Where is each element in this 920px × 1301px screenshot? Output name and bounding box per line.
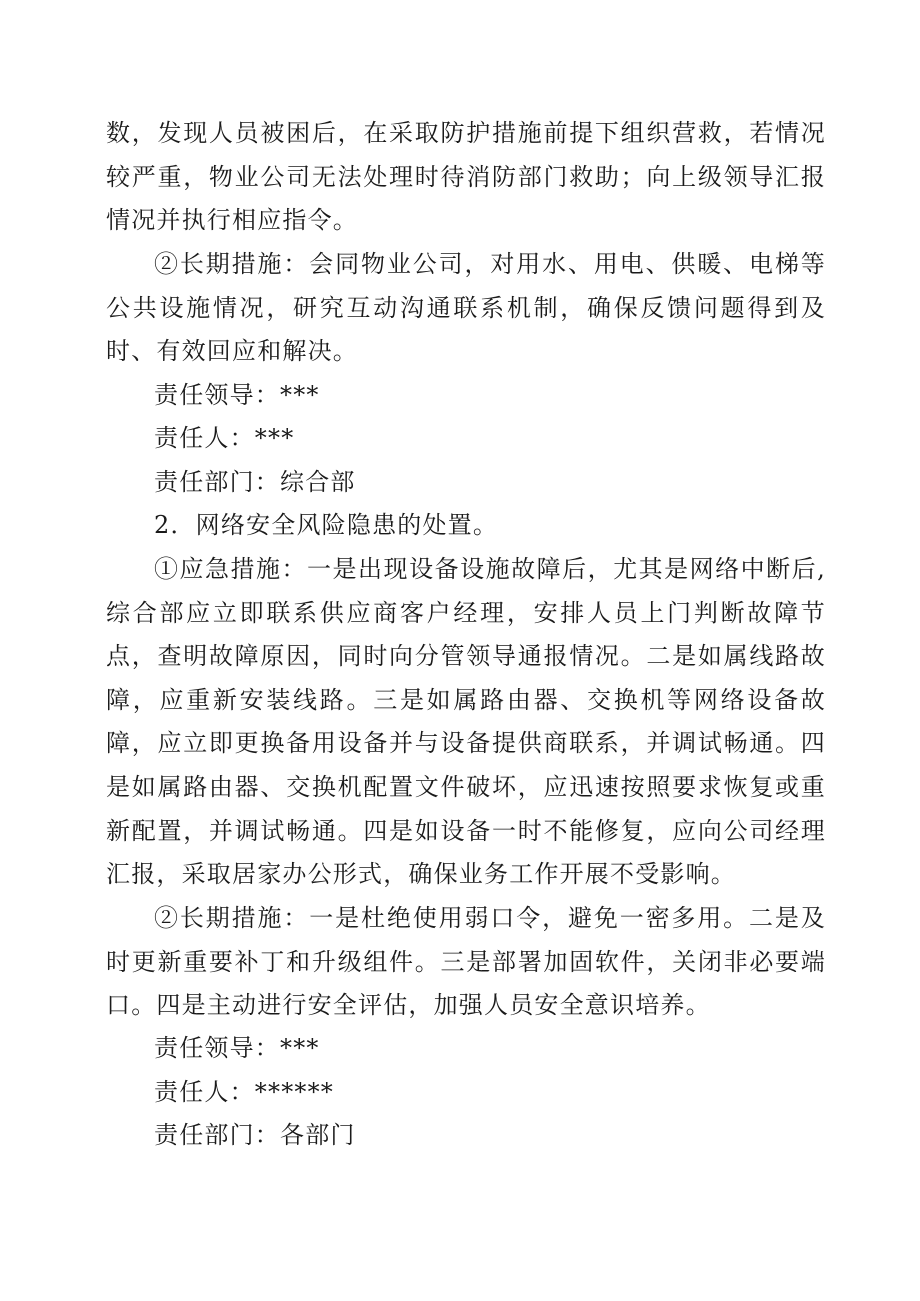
paragraph-rescue-continuation: 数，发现人员被困后，在采取防护措施前提下组织营救，若情况较严重，物业公司无法处理时待消防部门救助；向上级领导汇报情况并执行相应指令。	[106, 119, 826, 235]
paragraph-emergency-measures: ①应急措施：一是出现设备设施故障后，尤其是网络中断后,综合部应立即联系供应商客户经理，安排人员上门判断故障节点，查明故障原因，同时向分管领导通报情况。二是如属线路故障，应重新安装线路。三是如属路由器、交换机等网络设备故障，应立即更换备用设备并与设备提供商联系，并调试畅通。四是如属路由器、交换机配置文件破坏，应迅速按照要求恢复或重新配置，并调试畅通。四是如设备一时不能修复，应向公司经理汇报，采取居家办公形式，确保业务工作开展不受影响。	[106, 555, 826, 889]
responsible-leader-1: 责任领导：***	[154, 381, 320, 409]
responsible-leader-2: 责任领导：***	[154, 1034, 320, 1062]
responsible-department-2: 责任部门：各部门	[154, 1121, 356, 1149]
responsible-person-1: 责任人：***	[154, 424, 295, 452]
paragraph-long-term-measures-network: ②长期措施：一是杜绝使用弱口令，避免一密多用。二是及时更新重要补丁和升级组件。三是部署加固软件，关闭非必要端口。四是主动进行安全评估，加强人员安全意识培养。	[106, 904, 826, 1020]
responsible-person-2: 责任人：******	[154, 1078, 334, 1106]
paragraph-long-term-measures-property: ②长期措施：会同物业公司，对用水、用电、供暖、电梯等公共设施情况，研究互动沟通联系机制，确保反馈问题得到及时、有效回应和解决。	[106, 250, 826, 366]
section-heading-network-security: 2．网络安全风险隐患的处置。	[154, 511, 499, 539]
responsible-department-1: 责任部门：综合部	[154, 468, 356, 496]
